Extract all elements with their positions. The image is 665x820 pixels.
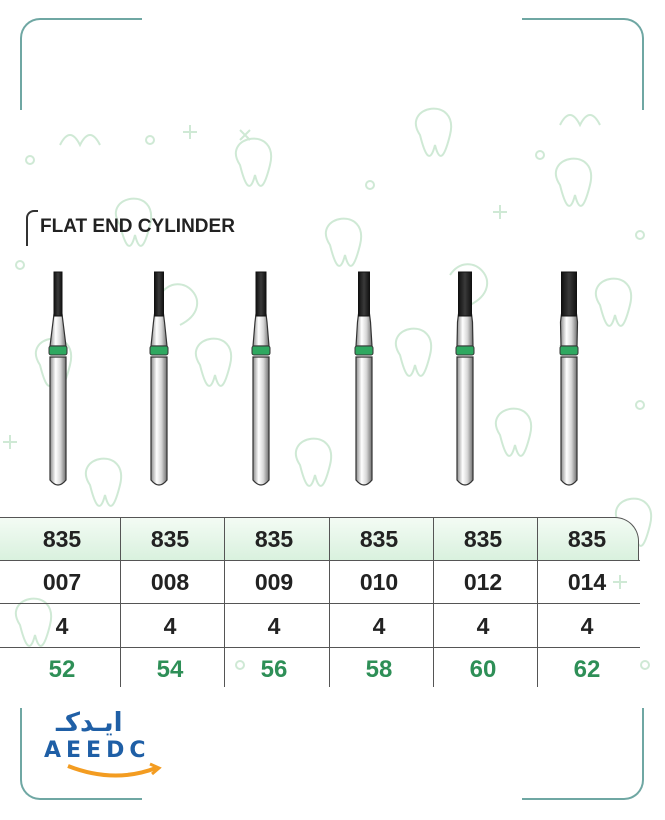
size-cell: 012 (463, 569, 503, 595)
logo-swoosh-icon (64, 762, 164, 782)
code-row (0, 649, 640, 691)
table-row-divider (0, 560, 640, 561)
page-title: FLAT END CYLINDER (40, 216, 235, 237)
table-column-divider (329, 517, 330, 687)
model-cell: 835 (359, 526, 399, 552)
quantity-row (0, 605, 640, 648)
bur-008 (150, 272, 168, 485)
spec-table (0, 517, 640, 687)
size-cell: 014 (567, 569, 607, 595)
code-cell: 56 (260, 656, 288, 683)
logo-latin-text: AEEDC (44, 738, 151, 763)
bur-007 (49, 272, 67, 485)
size-cell: 007 (42, 569, 82, 595)
quantity-cell: 4 (163, 613, 177, 639)
model-cell: 835 (463, 526, 503, 552)
bur-010 (355, 272, 373, 485)
table-column-divider (224, 517, 225, 687)
code-cell: 52 (48, 656, 76, 683)
code-cell: 62 (573, 656, 601, 683)
model-cell: 835 (150, 526, 190, 552)
title-bracket (26, 210, 38, 246)
bur-illustrations (0, 262, 665, 492)
code-cell: 58 (365, 656, 393, 683)
table-column-divider (120, 517, 121, 687)
size-row (0, 561, 640, 604)
size-cell: 008 (150, 569, 190, 595)
size-cell: 010 (359, 569, 399, 595)
logo-arabic-text: ايـدكـ (56, 708, 123, 738)
model-cell: 835 (567, 526, 607, 552)
table-column-divider (537, 517, 538, 687)
aeedc-logo (44, 708, 184, 784)
table-column-divider (433, 517, 434, 687)
quantity-cell: 4 (372, 613, 386, 639)
frame-corner-top-right (522, 18, 644, 110)
quantity-cell: 4 (55, 613, 69, 639)
code-cell: 60 (469, 656, 497, 683)
size-cell: 009 (254, 569, 294, 595)
model-row (0, 517, 639, 561)
bur-012 (456, 272, 474, 485)
quantity-cell: 4 (476, 613, 490, 639)
bur-009 (252, 272, 270, 485)
quantity-cell: 4 (580, 613, 594, 639)
model-cell: 835 (254, 526, 294, 552)
frame-corner-top-left (20, 18, 142, 110)
code-cell: 54 (156, 656, 184, 683)
quantity-cell: 4 (267, 613, 281, 639)
model-cell: 835 (42, 526, 82, 552)
frame-corner-bottom-right (522, 708, 644, 800)
bur-014 (560, 272, 578, 485)
